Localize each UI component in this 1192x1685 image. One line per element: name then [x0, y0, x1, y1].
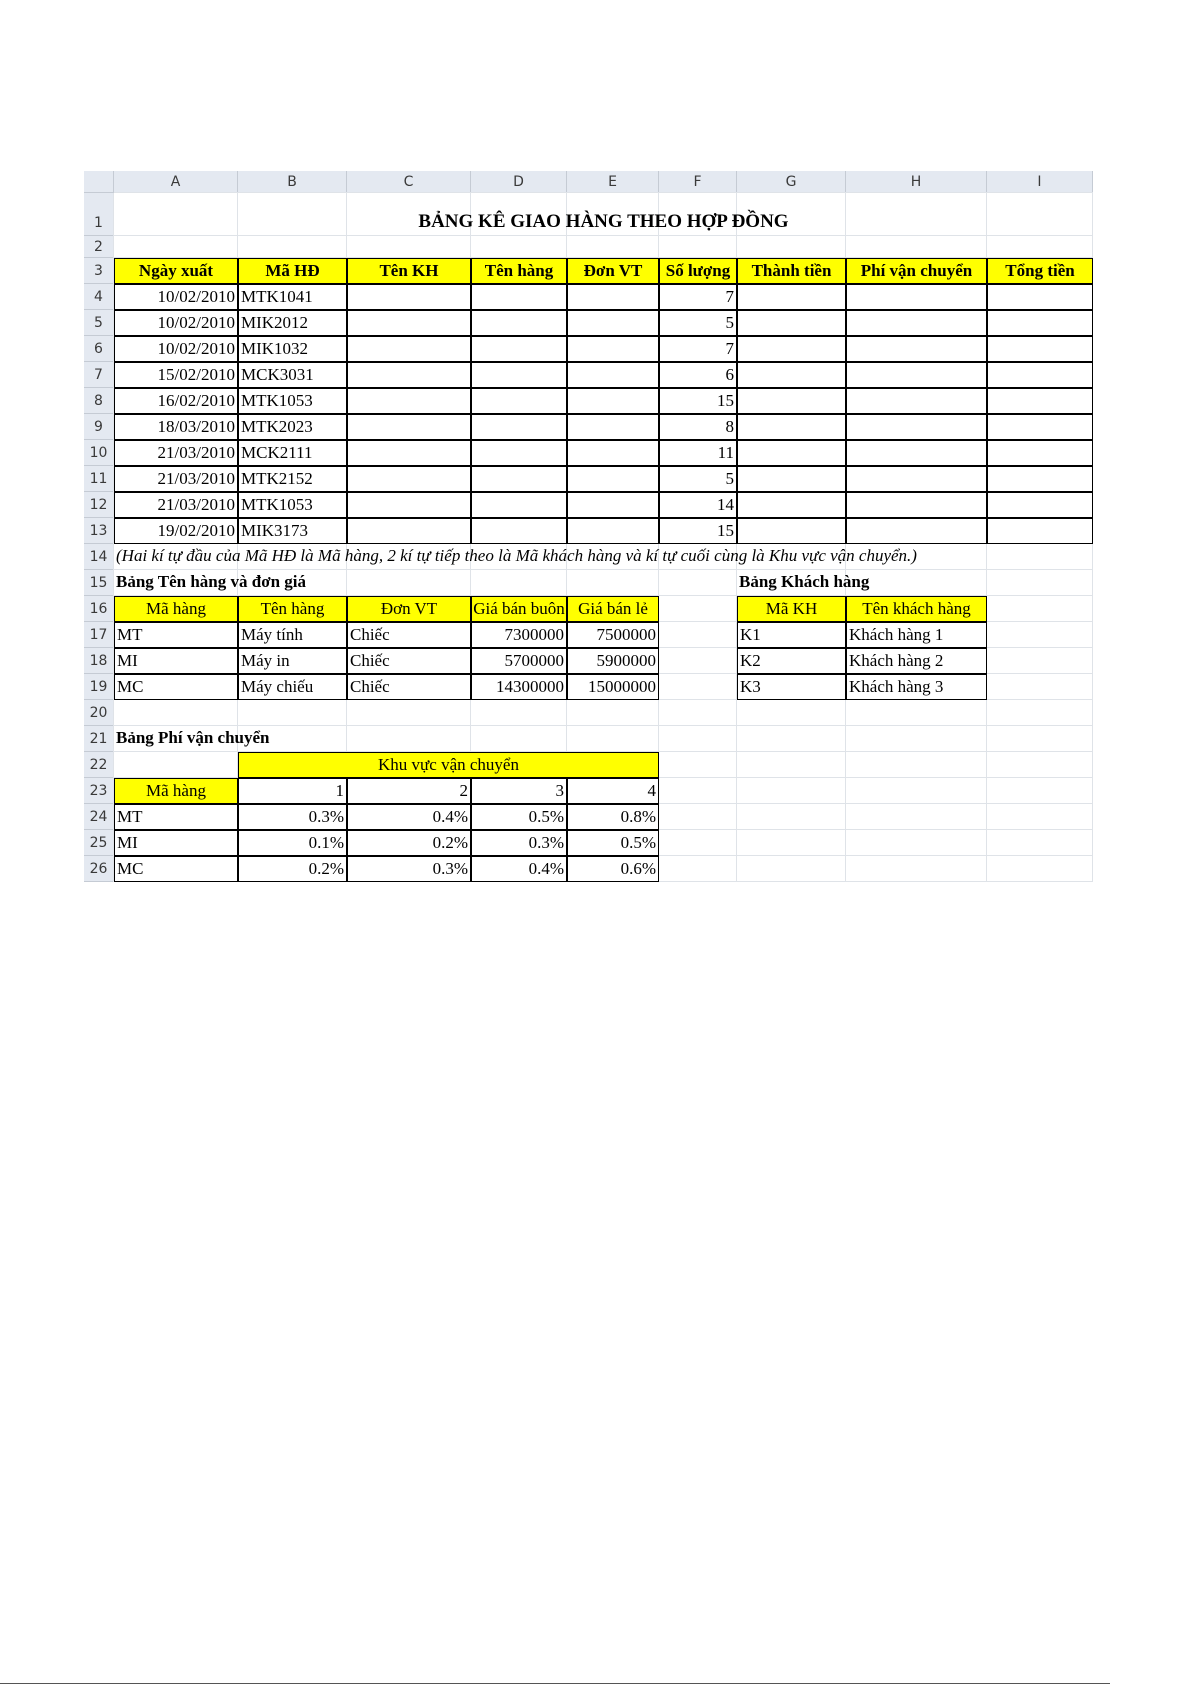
- shipping-zone-header[interactable]: 4: [567, 778, 659, 804]
- contract-code-cell[interactable]: MTK1041: [238, 284, 347, 310]
- customer-cell[interactable]: Khách hàng 2: [846, 648, 987, 674]
- price-cell[interactable]: MC: [114, 674, 238, 700]
- main-header-cell[interactable]: Tên KH: [347, 258, 471, 284]
- column-header-b[interactable]: B: [238, 171, 347, 193]
- shipping-rate-cell[interactable]: 0.3%: [238, 804, 347, 830]
- date-cell[interactable]: 21/03/2010: [114, 492, 238, 518]
- column-header-d[interactable]: D: [471, 171, 567, 193]
- customer-cell[interactable]: Khách hàng 1: [846, 622, 987, 648]
- row-header-9[interactable]: 9: [84, 414, 114, 440]
- price-header-cell[interactable]: Đơn VT: [347, 596, 471, 622]
- row-header-8[interactable]: 8: [84, 388, 114, 414]
- customer-header-cell[interactable]: Tên khách hàng: [846, 596, 987, 622]
- main-header-cell[interactable]: Ngày xuất: [114, 258, 238, 284]
- empty-cell[interactable]: [846, 440, 987, 466]
- empty-cell[interactable]: [567, 284, 659, 310]
- row-header-2[interactable]: 2: [84, 236, 114, 258]
- shipping-zone-header[interactable]: 1: [238, 778, 347, 804]
- main-header-cell[interactable]: Mã HĐ: [238, 258, 347, 284]
- quantity-cell[interactable]: 15: [659, 388, 737, 414]
- empty-cell[interactable]: [737, 440, 846, 466]
- column-header-e[interactable]: E: [567, 171, 659, 193]
- customer-table-title[interactable]: Bảng Khách hàng: [739, 572, 870, 591]
- empty-cell[interactable]: [567, 414, 659, 440]
- price-header-cell[interactable]: Mã hàng: [114, 596, 238, 622]
- column-header-g[interactable]: G: [737, 171, 846, 193]
- main-header-cell[interactable]: Đơn VT: [567, 258, 659, 284]
- contract-code-cell[interactable]: MIK3173: [238, 518, 347, 544]
- main-header-cell[interactable]: Thành tiền: [737, 258, 846, 284]
- empty-cell[interactable]: [347, 518, 471, 544]
- empty-cell[interactable]: [567, 362, 659, 388]
- price-cell[interactable]: MI: [114, 648, 238, 674]
- shipping-rate-cell[interactable]: 0.5%: [471, 804, 567, 830]
- empty-cell[interactable]: [846, 466, 987, 492]
- empty-cell[interactable]: [987, 336, 1093, 362]
- empty-cell[interactable]: [737, 518, 846, 544]
- row-header-11[interactable]: 11: [84, 466, 114, 492]
- row-header-5[interactable]: 5: [84, 310, 114, 336]
- customer-cell[interactable]: K1: [737, 622, 846, 648]
- row-header-14[interactable]: 14: [84, 544, 114, 570]
- spreadsheet: [84, 171, 1099, 878]
- contract-code-cell[interactable]: MIK2012: [238, 310, 347, 336]
- row-header-23[interactable]: 23: [84, 778, 114, 804]
- empty-cell[interactable]: [737, 414, 846, 440]
- empty-cell[interactable]: [347, 492, 471, 518]
- sheet-title[interactable]: BẢNG KÊ GIAO HÀNG THEO HỢP ĐỒNG: [418, 211, 789, 232]
- price-cell[interactable]: 15000000: [567, 674, 659, 700]
- shipping-rate-cell[interactable]: 0.4%: [347, 804, 471, 830]
- main-header-cell[interactable]: Tên hàng: [471, 258, 567, 284]
- empty-cell[interactable]: [347, 336, 471, 362]
- empty-cell[interactable]: [737, 362, 846, 388]
- price-cell[interactable]: Chiếc: [347, 648, 471, 674]
- empty-cell[interactable]: [846, 310, 987, 336]
- date-cell[interactable]: 15/02/2010: [114, 362, 238, 388]
- shipping-rate-cell[interactable]: 0.2%: [347, 830, 471, 856]
- price-cell[interactable]: 14300000: [471, 674, 567, 700]
- row-header-26[interactable]: 26: [84, 856, 114, 882]
- date-cell[interactable]: 18/03/2010: [114, 414, 238, 440]
- main-header-cell[interactable]: Tổng tiền: [987, 258, 1093, 284]
- shipping-zone-group-header[interactable]: Khu vực vận chuyển: [238, 752, 659, 778]
- row-header-16[interactable]: 16: [84, 596, 114, 622]
- shipping-rate-cell[interactable]: MI: [114, 830, 238, 856]
- quantity-cell[interactable]: 15: [659, 518, 737, 544]
- contract-code-cell[interactable]: MCK3031: [238, 362, 347, 388]
- shipping-rate-cell[interactable]: 0.3%: [347, 856, 471, 882]
- column-header-h[interactable]: H: [846, 171, 987, 193]
- empty-cell[interactable]: [347, 388, 471, 414]
- empty-cell[interactable]: [347, 414, 471, 440]
- price-cell[interactable]: Máy in: [238, 648, 347, 674]
- shipping-rate-cell[interactable]: 0.8%: [567, 804, 659, 830]
- empty-cell[interactable]: [987, 440, 1093, 466]
- date-cell[interactable]: 16/02/2010: [114, 388, 238, 414]
- empty-cell[interactable]: [737, 492, 846, 518]
- empty-cell[interactable]: [846, 284, 987, 310]
- price-cell[interactable]: Chiếc: [347, 674, 471, 700]
- price-cell[interactable]: Máy tính: [238, 622, 347, 648]
- customer-cell[interactable]: Khách hàng 3: [846, 674, 987, 700]
- price-header-cell[interactable]: Giá bán lẻ: [567, 596, 659, 622]
- empty-cell[interactable]: [737, 388, 846, 414]
- date-cell[interactable]: 10/02/2010: [114, 336, 238, 362]
- empty-cell[interactable]: [987, 284, 1093, 310]
- empty-cell[interactable]: [987, 388, 1093, 414]
- empty-cell[interactable]: [471, 440, 567, 466]
- empty-cell[interactable]: [737, 466, 846, 492]
- price-cell[interactable]: 7500000: [567, 622, 659, 648]
- date-cell[interactable]: 21/03/2010: [114, 440, 238, 466]
- empty-cell[interactable]: [471, 310, 567, 336]
- empty-cell[interactable]: [347, 440, 471, 466]
- price-header-cell[interactable]: Tên hàng: [238, 596, 347, 622]
- row-header-3[interactable]: 3: [84, 258, 114, 284]
- empty-cell[interactable]: [347, 284, 471, 310]
- shipping-table-title[interactable]: Bảng Phí vận chuyển: [116, 728, 270, 747]
- empty-cell[interactable]: [846, 492, 987, 518]
- row-header-13[interactable]: 13: [84, 518, 114, 544]
- row-header-19[interactable]: 19: [84, 674, 114, 700]
- contract-code-cell[interactable]: MTK2152: [238, 466, 347, 492]
- row-header-25[interactable]: 25: [84, 830, 114, 856]
- empty-cell[interactable]: [347, 310, 471, 336]
- empty-cell[interactable]: [347, 466, 471, 492]
- quantity-cell[interactable]: 7: [659, 336, 737, 362]
- row-header-24[interactable]: 24: [84, 804, 114, 830]
- empty-cell[interactable]: [471, 284, 567, 310]
- quantity-cell[interactable]: 5: [659, 310, 737, 336]
- empty-cell[interactable]: [737, 284, 846, 310]
- contract-code-cell[interactable]: MTK2023: [238, 414, 347, 440]
- row-header-15[interactable]: 15: [84, 570, 114, 596]
- note-text[interactable]: (Hai kí tự đầu của Mã HĐ là Mã hàng, 2 kí tự tiếp theo là Mã khách hàng và kí tự cuối cùng là Khu vực vận chuyển.): [116, 546, 917, 565]
- shipping-rate-cell[interactable]: 0.2%: [238, 856, 347, 882]
- empty-cell[interactable]: [567, 518, 659, 544]
- shipping-key-header[interactable]: Mã hàng: [114, 778, 238, 804]
- empty-cell[interactable]: [987, 414, 1093, 440]
- price-cell[interactable]: 7300000: [471, 622, 567, 648]
- empty-cell[interactable]: [737, 310, 846, 336]
- empty-cell[interactable]: [471, 492, 567, 518]
- customer-header-cell[interactable]: Mã KH: [737, 596, 846, 622]
- empty-cell[interactable]: [987, 466, 1093, 492]
- empty-cell[interactable]: [737, 336, 846, 362]
- empty-cell[interactable]: [471, 414, 567, 440]
- empty-cell[interactable]: [471, 518, 567, 544]
- contract-code-cell[interactable]: MTK1053: [238, 492, 347, 518]
- empty-cell[interactable]: [567, 336, 659, 362]
- shipping-rate-cell[interactable]: 0.6%: [567, 856, 659, 882]
- row-header-12[interactable]: 12: [84, 492, 114, 518]
- empty-cell[interactable]: [987, 310, 1093, 336]
- date-cell[interactable]: 21/03/2010: [114, 466, 238, 492]
- customer-cell[interactable]: K2: [737, 648, 846, 674]
- empty-cell[interactable]: [567, 388, 659, 414]
- price-header-cell[interactable]: Giá bán buôn: [471, 596, 567, 622]
- empty-cell[interactable]: [471, 388, 567, 414]
- contract-code-cell[interactable]: MIK1032: [238, 336, 347, 362]
- date-cell[interactable]: 19/02/2010: [114, 518, 238, 544]
- column-header-f[interactable]: F: [659, 171, 737, 193]
- column-header-c[interactable]: C: [347, 171, 471, 193]
- quantity-cell[interactable]: 14: [659, 492, 737, 518]
- main-header-cell[interactable]: Phí vận chuyển: [846, 258, 987, 284]
- shipping-rate-cell[interactable]: 0.5%: [567, 830, 659, 856]
- date-cell[interactable]: 10/02/2010: [114, 310, 238, 336]
- empty-cell[interactable]: [471, 466, 567, 492]
- column-header-a[interactable]: A: [114, 171, 238, 193]
- quantity-cell[interactable]: 8: [659, 414, 737, 440]
- shipping-zone-header[interactable]: 3: [471, 778, 567, 804]
- empty-cell[interactable]: [987, 492, 1093, 518]
- contract-code-cell[interactable]: MTK1053: [238, 388, 347, 414]
- empty-cell[interactable]: [347, 362, 471, 388]
- empty-cell[interactable]: [846, 362, 987, 388]
- empty-cell[interactable]: [987, 518, 1093, 544]
- empty-cell[interactable]: [846, 414, 987, 440]
- price-cell[interactable]: 5700000: [471, 648, 567, 674]
- price-cell[interactable]: Chiếc: [347, 622, 471, 648]
- quantity-cell[interactable]: 6: [659, 362, 737, 388]
- empty-cell[interactable]: [846, 518, 987, 544]
- row-header-4[interactable]: 4: [84, 284, 114, 310]
- shipping-rate-cell[interactable]: 0.1%: [238, 830, 347, 856]
- select-all-corner[interactable]: [84, 171, 114, 193]
- empty-cell[interactable]: [987, 362, 1093, 388]
- shipping-rate-cell[interactable]: 0.4%: [471, 856, 567, 882]
- empty-cell[interactable]: [567, 466, 659, 492]
- row-header-20[interactable]: 20: [84, 700, 114, 726]
- shipping-rate-cell[interactable]: MT: [114, 804, 238, 830]
- price-cell[interactable]: 5900000: [567, 648, 659, 674]
- empty-cell[interactable]: [567, 310, 659, 336]
- empty-cell[interactable]: [846, 336, 987, 362]
- row-header-1[interactable]: 1: [84, 193, 114, 236]
- main-header-cell[interactable]: Số lượng: [659, 258, 737, 284]
- customer-cell[interactable]: K3: [737, 674, 846, 700]
- row-header-17[interactable]: 17: [84, 622, 114, 648]
- quantity-cell[interactable]: 7: [659, 284, 737, 310]
- quantity-cell[interactable]: 5: [659, 466, 737, 492]
- empty-cell[interactable]: [567, 440, 659, 466]
- shipping-rate-cell[interactable]: MC: [114, 856, 238, 882]
- row-header-22[interactable]: 22: [84, 752, 114, 778]
- row-header-7[interactable]: 7: [84, 362, 114, 388]
- row-header-10[interactable]: 10: [84, 440, 114, 466]
- empty-cell[interactable]: [471, 362, 567, 388]
- date-cell[interactable]: 10/02/2010: [114, 284, 238, 310]
- empty-cell[interactable]: [846, 388, 987, 414]
- price-table-title[interactable]: Bảng Tên hàng và đơn giá: [116, 572, 307, 591]
- contract-code-cell[interactable]: MCK2111: [238, 440, 347, 466]
- shipping-zone-header[interactable]: 2: [347, 778, 471, 804]
- column-header-i[interactable]: I: [987, 171, 1093, 193]
- row-header-21[interactable]: 21: [84, 726, 114, 752]
- empty-cell[interactable]: [471, 336, 567, 362]
- empty-cell[interactable]: [567, 492, 659, 518]
- page-bottom-rule: [0, 1683, 1110, 1684]
- price-cell[interactable]: MT: [114, 622, 238, 648]
- shipping-rate-cell[interactable]: 0.3%: [471, 830, 567, 856]
- row-header-18[interactable]: 18: [84, 648, 114, 674]
- price-cell[interactable]: Máy chiếu: [238, 674, 347, 700]
- row-header-6[interactable]: 6: [84, 336, 114, 362]
- quantity-cell[interactable]: 11: [659, 440, 737, 466]
